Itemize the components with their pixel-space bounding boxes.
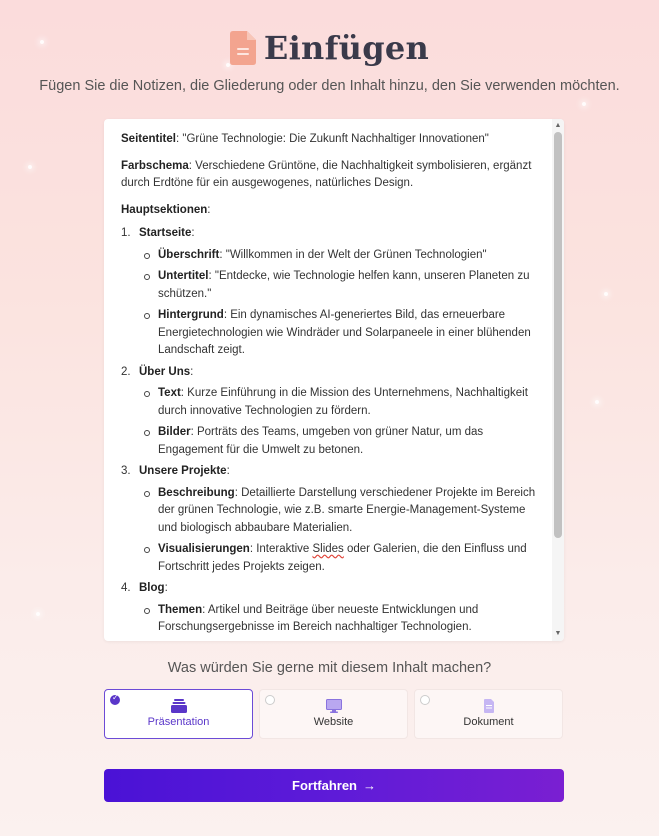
page-header [0,28,659,94]
list-item [158,385,541,420]
presentation-icon [171,699,187,713]
output-type-question: Was würden Sie gerne mit diesem Inhalt machen? [167,660,492,676]
page-subtitle: Fügen Sie die Notizen, die Gliederung oder den Inhalt hinzu, den Sie verwenden möchten. [39,78,620,94]
document-icon [481,699,497,713]
section-title: Über Uns [139,365,191,378]
item-label: Themen [158,603,203,616]
item-text: : Porträts des Teams, umgeben von grüner Natur, um das Engagement für die Umwelt zu betonen. [158,426,484,456]
item-text: : "Willkommen in der Welt der Grünen Technologien" [219,248,487,261]
scroll-up-icon[interactable]: ▲ [554,122,562,129]
section-subitems [121,485,541,577]
scroll-thumb[interactable] [554,132,562,538]
color-scheme-value: : Verschiedene Grüntöne, die Nachhaltigkeit symbolisieren, ergänzt durch Erdtöne für ein ausgewogenes, natürliches Design. [121,159,532,189]
selected-check-icon [110,695,120,705]
arrow-right-icon: → [363,778,376,793]
section-item: 2. Über Uns: [121,364,541,382]
section-item: 3. Unsere Projekte: [121,463,541,481]
page-title-label: Seitentitel [121,133,176,145]
list-item [158,247,541,265]
item-label: Text [158,387,181,399]
sections-heading [121,202,541,220]
option-website[interactable] [259,689,408,739]
content-editor[interactable] [104,119,564,641]
item-label: Hintergrund [158,309,224,321]
option-presentation[interactable] [104,689,253,739]
list-item [158,268,541,303]
section-subitems [121,602,541,637]
page-title: Einfügen [263,29,430,67]
item-text: : Interaktive [249,543,313,555]
editor-scrollbar[interactable] [552,119,564,641]
option-label: Präsentation [147,716,210,728]
section-number: 4. [121,582,131,594]
item-label: Visualisierungen [158,543,250,555]
item-label: Bilder [158,426,191,438]
continue-label: Fortfahren [292,778,357,793]
item-label: Untertitel [158,270,209,282]
section-number: 2. [121,365,131,378]
spellcheck-word[interactable]: Slides [312,543,344,555]
page-title-line [121,131,541,149]
section-item: 1. Startseite: [121,225,541,243]
sparkle-decoration [28,165,32,169]
sections-colon: : [207,203,211,216]
color-scheme-line [121,158,541,193]
monitor-icon [326,699,342,713]
output-type-options [104,689,564,739]
list-item [158,541,541,576]
color-scheme-label: Farbschema [121,159,189,172]
section-title: Blog [139,582,165,594]
list-item [158,485,541,538]
editor-content[interactable] [121,131,541,641]
sections-label: Hauptsektionen [121,203,208,216]
radio-icon [420,695,430,705]
section-title: Startseite [139,227,192,239]
section-number: 3. [121,465,131,477]
option-label: Dokument [463,716,514,728]
sparkle-decoration [582,102,586,106]
page-title-value: : "Grüne Technologie: Die Zukunft Nachhaltiger Innovationen" [175,133,489,145]
item-label: Überschrift [158,248,220,261]
item-text: : Artikel und Beiträge über neueste Entwicklungen und Forschungsergebnisse im Bereich nachhaltiger Technologien. [158,603,479,633]
item-text: : "Entdecke, wie Technologie helfen kann, unseren Planeten zu schützen." [158,270,530,300]
scroll-down-icon[interactable]: ▼ [554,630,562,637]
sparkle-decoration [36,612,40,616]
item-text: : Kurze Einführung in die Mission des Unternehmens, Nachhaltigkeit durch innovative Technologien zu fördern. [158,387,528,417]
section-subitems [121,385,541,459]
section-title: Unsere Projekte [139,465,227,477]
option-label: Website [313,716,354,728]
sparkle-decoration [595,400,599,404]
item-label: Beschreibung [158,486,235,499]
section-subitems [121,247,541,360]
item-text: : Ein dynamisches AI-generiertes Bild, das erneuerbare Energietechnologien wie Windräder und Solarpaneele in einer blühenden Landschaft zeigt. [158,309,531,356]
list-item [158,602,541,637]
document-icon [230,31,256,65]
section-number: 1. [121,227,131,239]
option-document[interactable] [414,689,563,739]
list-item [158,424,541,459]
item-text: oder Galerien, die den Einfluss und Fortschritt jedes Projekts zeigen. [158,543,527,573]
section-item: 4. Blog: [121,580,541,598]
list-item [158,307,541,360]
item-text: : Detaillierte Darstellung verschiedener Projekte im Bereich der grünen Technologie, wie z.B. smarte Energie-Management-Systeme und biologisch abbaubare Materialien. [158,486,536,534]
radio-icon [265,695,275,705]
sparkle-decoration [604,292,608,296]
continue-button[interactable] [104,769,564,802]
